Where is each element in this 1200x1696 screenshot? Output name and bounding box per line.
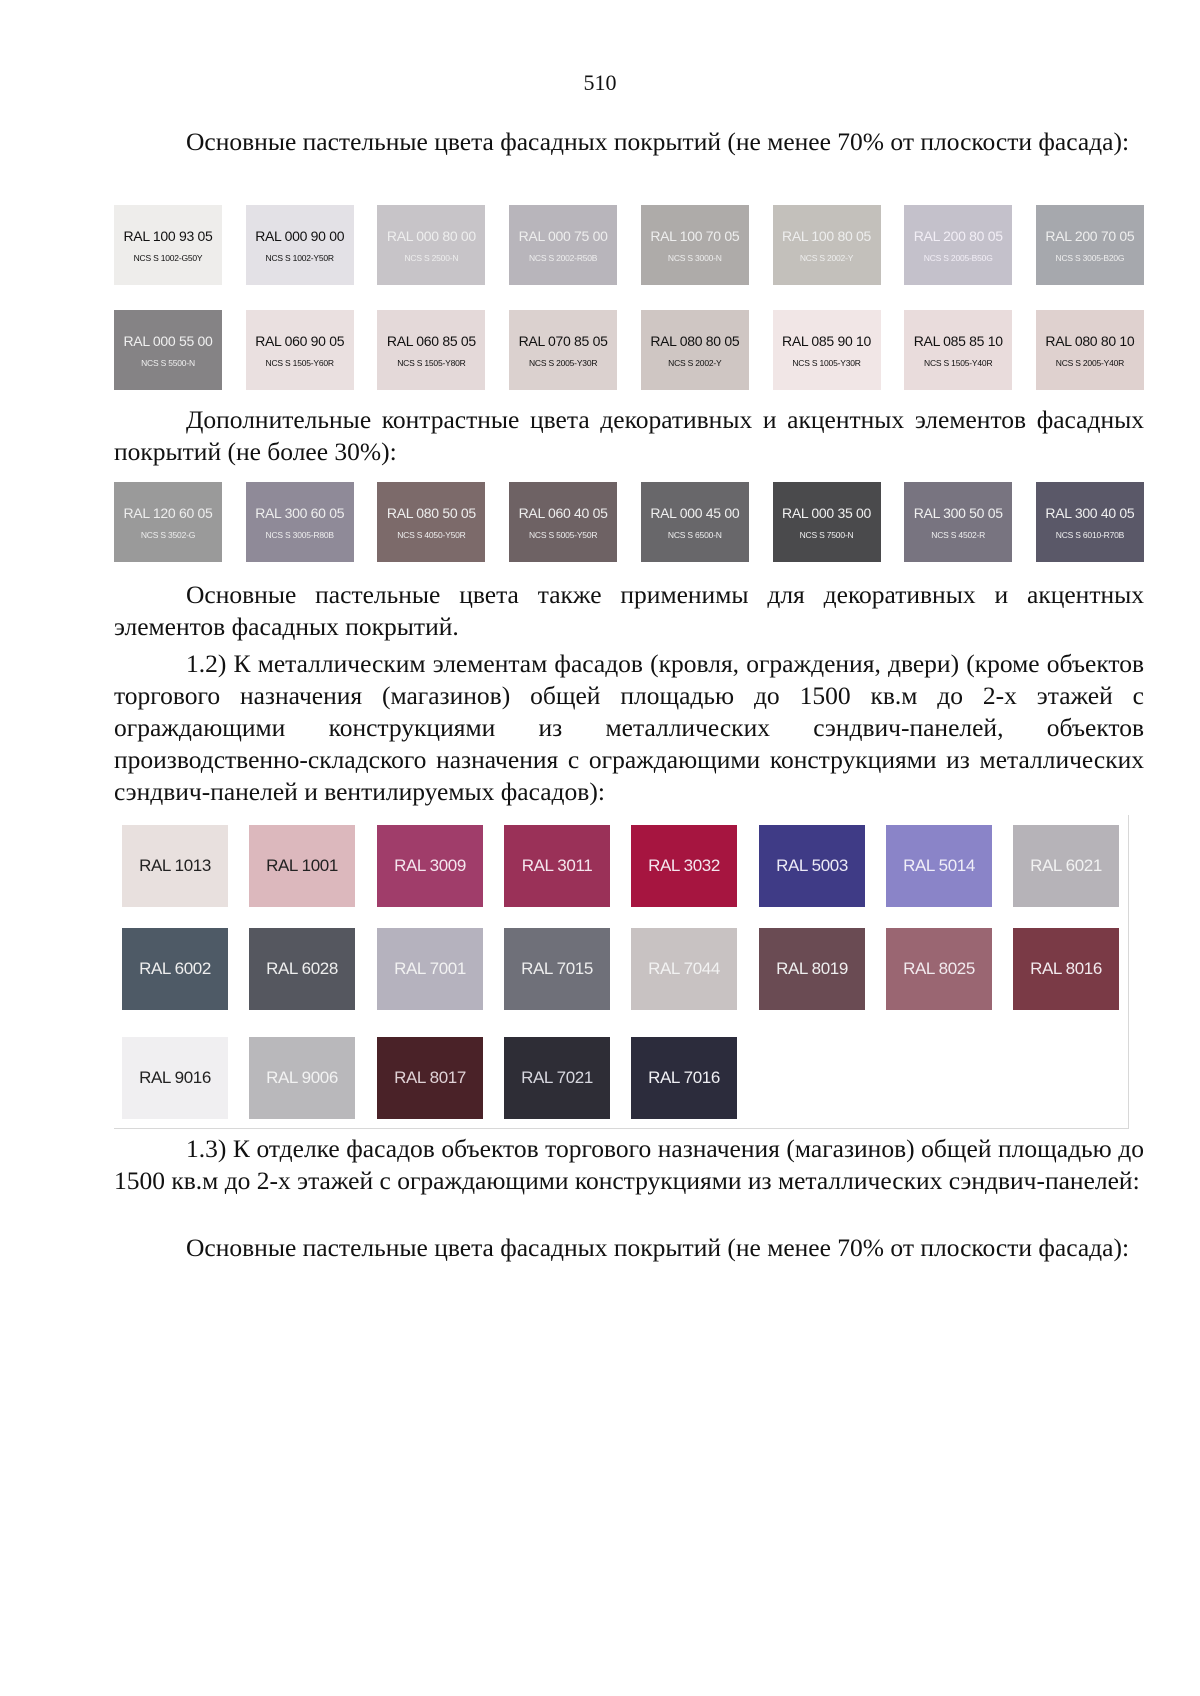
metal-color-swatch: RAL 9016 xyxy=(122,1037,228,1119)
ral-code: RAL 100 93 05 xyxy=(123,227,213,244)
color-swatch xyxy=(377,310,485,390)
metal-color-swatch: RAL 7044 xyxy=(631,928,737,1010)
color-swatch xyxy=(641,205,749,285)
metal-swatch-row-3 xyxy=(122,1037,1120,1119)
color-swatch xyxy=(246,482,354,562)
ral-code: RAL 200 80 05 xyxy=(913,227,1003,244)
color-swatch xyxy=(641,482,749,562)
metal-color-swatch: RAL 5014 xyxy=(886,825,992,907)
metal-color-swatch: RAL 7015 xyxy=(504,928,610,1010)
ncs-code: NCS S 4502-R xyxy=(931,529,986,540)
paragraph-pastel-applicable xyxy=(114,579,1144,643)
metal-color-swatch: RAL 5003 xyxy=(759,825,865,907)
color-swatch xyxy=(509,482,617,562)
metal-swatch-panel xyxy=(114,815,1129,1129)
ral-code: RAL 060 40 05 xyxy=(518,504,608,521)
ral-code: RAL 060 90 05 xyxy=(255,332,345,349)
ral-code: RAL 000 55 00 xyxy=(123,332,213,349)
ncs-code: NCS S 1505-Y60R xyxy=(265,357,334,368)
color-swatch xyxy=(246,205,354,285)
color-swatch xyxy=(377,205,485,285)
color-swatch xyxy=(114,205,222,285)
metal-color-swatch: RAL 3011 xyxy=(504,825,610,907)
ral-code: RAL 000 45 00 xyxy=(650,504,740,521)
metal-swatch-row-2 xyxy=(122,928,1120,1010)
paragraph-text: 1.3) К отделке фасадов объектов торгового назначения (магазинов) общей площадью до 1500 кв.м до 2-х этажей с ограждающими конструкциями из металлических сэндвич-панелей: xyxy=(114,1134,1144,1195)
ral-code: RAL 100 70 05 xyxy=(650,227,740,244)
color-swatch xyxy=(1036,310,1144,390)
ncs-code: NCS S 3005-B20G xyxy=(1055,252,1125,263)
ncs-code: NCS S 6010-R70B xyxy=(1055,529,1125,540)
ral-code: RAL 000 90 00 xyxy=(255,227,345,244)
paragraph-contrast-colors xyxy=(114,404,1144,468)
paragraph-text: Дополнительные контрастные цвета декоративных и акцентных элементов фасадных покрытий (не более 30%): xyxy=(114,405,1144,466)
ral-code: RAL 080 80 10 xyxy=(1045,332,1135,349)
paragraph-main-pastel-repeat xyxy=(114,1232,1144,1264)
ral-code: RAL 080 80 05 xyxy=(650,332,740,349)
pastel-swatch-row-1 xyxy=(114,205,1144,285)
ncs-code: NCS S 3502-G xyxy=(140,529,196,540)
contrast-swatch-row xyxy=(114,482,1144,562)
color-swatch xyxy=(773,482,881,562)
ral-code: RAL 200 70 05 xyxy=(1045,227,1135,244)
ncs-code: NCS S 5005-Y50R xyxy=(528,529,598,540)
metal-color-swatch: RAL 7001 xyxy=(377,928,483,1010)
color-swatch xyxy=(904,482,1012,562)
paragraph-text: Основные пастельные цвета фасадных покрытий (не менее 70% от плоскости фасада): xyxy=(186,1233,1130,1262)
ral-code: RAL 300 40 05 xyxy=(1045,504,1135,521)
ncs-code: NCS S 2005-Y30R xyxy=(528,357,598,368)
color-swatch xyxy=(246,310,354,390)
color-swatch xyxy=(377,482,485,562)
ral-code: RAL 000 75 00 xyxy=(518,227,608,244)
ral-code: RAL 085 90 10 xyxy=(782,332,872,349)
color-swatch xyxy=(904,205,1012,285)
ncs-code: NCS S 1002-G50Y xyxy=(133,252,203,263)
metal-color-swatch: RAL 6002 xyxy=(122,928,228,1010)
metal-color-swatch: RAL 8017 xyxy=(377,1037,483,1119)
ncs-code: NCS S 1005-Y30R xyxy=(792,357,861,368)
ncs-code: NCS S 6500-N xyxy=(667,529,722,540)
color-swatch xyxy=(114,310,222,390)
color-swatch xyxy=(641,310,749,390)
ral-code: RAL 070 85 05 xyxy=(518,332,608,349)
metal-color-swatch: RAL 3032 xyxy=(631,825,737,907)
color-swatch xyxy=(773,310,881,390)
color-swatch xyxy=(114,482,222,562)
metal-color-swatch: RAL 6021 xyxy=(1013,825,1119,907)
ncs-code: NCS S 1505-Y40R xyxy=(924,357,993,368)
paragraph-metal-elements xyxy=(114,648,1144,808)
metal-swatch-row-1 xyxy=(122,825,1120,907)
ral-code: RAL 300 50 05 xyxy=(913,504,1003,521)
ncs-code: NCS S 1002-Y50R xyxy=(265,252,334,263)
ral-code: RAL 080 50 05 xyxy=(386,504,476,521)
ral-code: RAL 120 60 05 xyxy=(123,504,213,521)
paragraph-text: Основные пастельные цвета фасадных покрытий (не менее 70% от плоскости фасада): xyxy=(186,127,1130,156)
ncs-code: NCS S 1505-Y80R xyxy=(397,357,466,368)
ncs-code: NCS S 2005-B50G xyxy=(923,252,993,263)
color-swatch xyxy=(773,205,881,285)
ncs-code: NCS S 2500-N xyxy=(404,252,459,263)
color-swatch xyxy=(509,205,617,285)
metal-color-swatch: RAL 8019 xyxy=(759,928,865,1010)
metal-color-swatch: RAL 1001 xyxy=(249,825,355,907)
ncs-code: NCS S 3000-N xyxy=(667,252,722,263)
paragraph-text: 1.2) К металлическим элементам фасадов (кровля, ограждения, двери) (кроме объектов торгового назначения (магазинов) общей площадью до 1500 кв.м до 2-х этажей с ограждающими конструкциями из металлических сэндвич-панелей, объектов производственно-складского назначения с ограждающими конструкциями из металлических сэндвич-панелей и вентилируемых фасадов): xyxy=(114,649,1144,806)
metal-color-swatch: RAL 7016 xyxy=(631,1037,737,1119)
metal-color-swatch: RAL 9006 xyxy=(249,1037,355,1119)
ncs-code: NCS S 2005-Y40R xyxy=(1055,357,1125,368)
ncs-code: NCS S 5500-N xyxy=(141,357,195,368)
color-swatch xyxy=(1036,205,1144,285)
metal-color-swatch: RAL 3009 xyxy=(377,825,483,907)
pastel-swatch-row-2 xyxy=(114,310,1144,390)
paragraph-text: Основные пастельные цвета также применимы для декоративных и акцентных элементов фасадных покрытий. xyxy=(114,580,1144,641)
ral-code: RAL 060 85 05 xyxy=(386,332,476,349)
ral-code: RAL 000 35 00 xyxy=(782,504,872,521)
metal-color-swatch: RAL 6028 xyxy=(249,928,355,1010)
ncs-code: NCS S 2002-Y xyxy=(799,252,854,263)
metal-color-swatch: RAL 8025 xyxy=(886,928,992,1010)
paragraph-retail-facades xyxy=(114,1133,1144,1197)
paragraph-main-pastel xyxy=(114,126,1144,158)
color-swatch xyxy=(904,310,1012,390)
metal-color-swatch: RAL 8016 xyxy=(1013,928,1119,1010)
color-swatch xyxy=(509,310,617,390)
ncs-code: NCS S 2002-Y xyxy=(668,357,722,368)
color-swatch xyxy=(1036,482,1144,562)
ncs-code: NCS S 4050-Y50R xyxy=(397,529,466,540)
ral-code: RAL 000 80 00 xyxy=(386,227,476,244)
ncs-code: NCS S 3005-R80B xyxy=(265,529,334,540)
ncs-code: NCS S 2002-R50B xyxy=(528,252,598,263)
ral-code: RAL 085 85 10 xyxy=(913,332,1003,349)
ral-code: RAL 100 80 05 xyxy=(782,227,872,244)
ncs-code: NCS S 7500-N xyxy=(799,529,854,540)
metal-color-swatch: RAL 1013 xyxy=(122,825,228,907)
metal-color-swatch: RAL 7021 xyxy=(504,1037,610,1119)
page-number: 510 xyxy=(583,70,617,95)
ral-code: RAL 300 60 05 xyxy=(255,504,345,521)
